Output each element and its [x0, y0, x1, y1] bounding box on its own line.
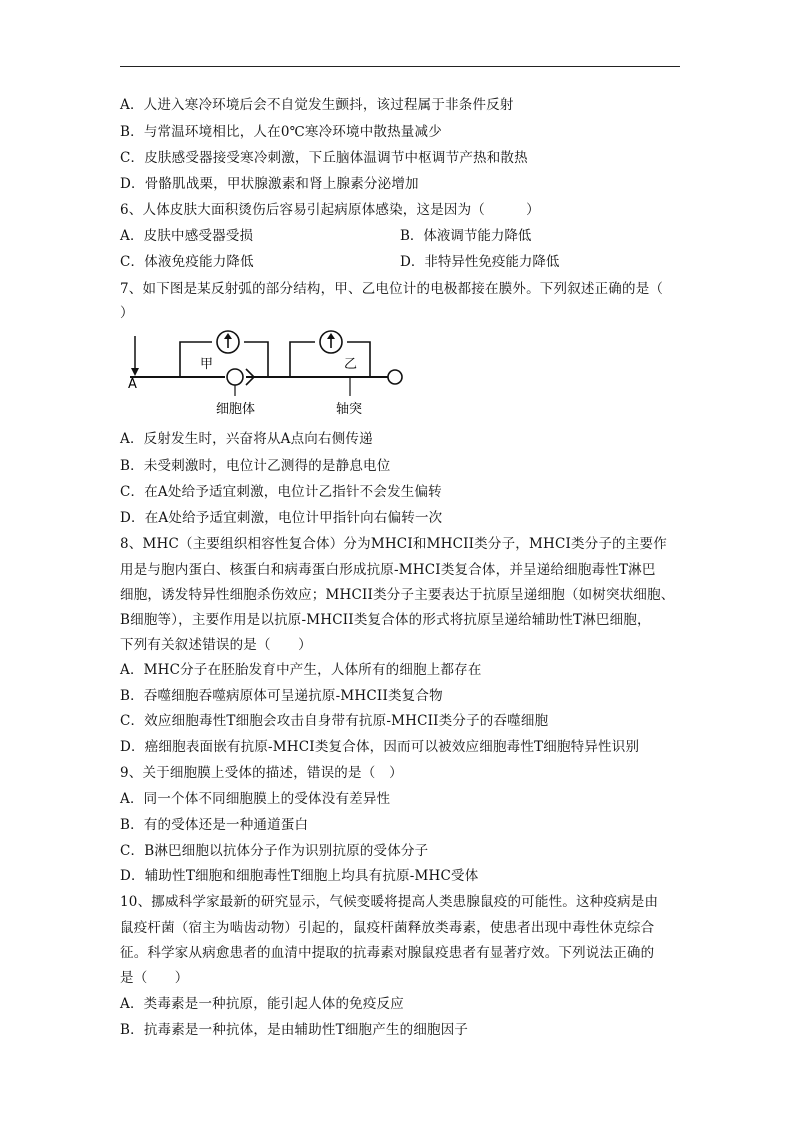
q8-option-b: B．吞噬细胞吞噬病原体可呈递抗原-MHCII类复合物: [120, 688, 443, 704]
q8-stem-line4: B细胞等），主要作用是以抗原-MHCII类复合体的形式将抗原呈递给辅助性T淋巴细胞，: [120, 612, 651, 628]
q10-stem-line1: 10、挪威科学家最新的研究显示，气候变暖将提高人类患腺鼠疫的可能性。这种疫病是由: [120, 894, 659, 910]
q6-stem: 6、人体皮肤大面积烫伤后容易引起病原体感染，这是因为（ ）: [120, 202, 540, 218]
q7-stem-line2: ）: [120, 305, 134, 321]
q9-stem: 9、关于细胞膜上受体的描述，错误的是（ ）: [120, 765, 403, 781]
q6-option-b: B．体液调节能力降低: [400, 228, 532, 244]
axon-terminal-circle: [388, 370, 402, 384]
q7-option-a: A．反射发生时，兴奋将从A点向右侧传递: [120, 431, 373, 447]
label-yi: 乙: [344, 357, 358, 372]
q6-option-a: A．皮肤中感受器受损: [120, 228, 254, 244]
label-axon: 轴突: [336, 402, 363, 417]
q9-option-d: D．辅助性T细胞和细胞毒性T细胞上均具有抗原-MHC受体: [120, 868, 479, 884]
q9-option-b: B．有的受体还是一种通道蛋白: [120, 817, 309, 833]
q8-option-c: C．效应细胞毒性T细胞会攻击自身带有抗原-MHCII类分子的吞噬细胞: [120, 713, 549, 729]
q8-stem-line5: 下列有关叙述错误的是（ ）: [120, 637, 312, 653]
q8-stem-line3: 细胞，诱发特异性细胞杀伤效应；MHCII类分子主要表达于抗原呈递细胞（如树突状细胞、: [120, 587, 675, 603]
q10-stem-line3: 征。科学家从病愈患者的血清中提取的抗毒素对腺鼠疫患者有显著疗效。下列说法正确的: [120, 945, 655, 961]
q9-option-c: C．B淋巴细胞以抗体分子作为识别抗原的受体分子: [120, 843, 429, 859]
q8-option-a: A．MHC分子在胚胎发育中产生，人体所有的细胞上都存在: [120, 662, 482, 678]
q7-option-c: C．在A处给予适宜刺激，电位计乙指针不会发生偏转: [120, 484, 442, 500]
q8-stem-line2: 用是与胞内蛋白、核蛋白和病毒蛋白形成抗原-MHCI类复合体，并呈递给细胞毒性T淋巴: [120, 562, 656, 578]
header-rule: [120, 66, 680, 67]
q8-stem-line1: 8、MHC（主要组织相容性复合体）分为MHCI和MHCII类分子，MHCI类分子的主要作: [120, 536, 667, 552]
q5-option-b: B．与常温环境相比，人在0℃寒冷环境中散热量减少: [120, 124, 442, 140]
label-cell-body: 细胞体: [216, 402, 256, 417]
q6-option-c: C．体液免疫能力降低: [120, 254, 254, 270]
q5-option-c: C．皮肤感受器接受寒冷刺激，下丘脑体温调节中枢调节产热和散热: [120, 150, 528, 166]
q9-option-a: A．同一个体不同细胞膜上的受体没有差异性: [120, 791, 391, 807]
stimulus-arrow-head: [131, 368, 139, 376]
q8-option-d: D．癌细胞表面嵌有抗原-MHCI类复合体，因而可以被效应细胞毒性T细胞特异性识别: [120, 739, 640, 755]
label-jia: 甲: [200, 357, 214, 372]
q5-option-d: D．骨骼肌战栗，甲状腺激素和肾上腺素分泌增加: [120, 176, 419, 192]
q5-option-a: A．人进入寒冷环境后会不自觉发生颤抖，该过程属于非条件反射: [120, 97, 514, 113]
label-a: A: [128, 377, 137, 392]
q7-option-d: D．在A处给予适宜刺激，电位计甲指针向右偏转一次: [120, 510, 443, 526]
q10-stem-line2: 鼠疫杆菌（宿主为啮齿动物）引起的，鼠疫杆菌释放类毒素，使患者出现中毒性休克综合: [120, 920, 655, 936]
q6-option-d: D．非特异性免疫能力降低: [400, 254, 560, 270]
q10-stem-line4: 是（ ）: [120, 970, 189, 986]
q7-stem-line1: 7、如下图是某反射弧的部分结构，甲、乙电位计的电极都接在膜外。下列叙述正确的是（: [120, 281, 664, 297]
q10-option-b: B．抗毒素是一种抗体，是由辅助性T细胞产生的细胞因子: [120, 1022, 469, 1038]
cell-body-circle: [227, 369, 243, 385]
q7-option-b: B．未受刺激时，电位计乙测得的是静息电位: [120, 458, 391, 474]
q10-option-a: A．类毒素是一种抗原，能引起人体的免疫反应: [120, 996, 404, 1012]
reflex-arc-diagram: [120, 330, 420, 420]
